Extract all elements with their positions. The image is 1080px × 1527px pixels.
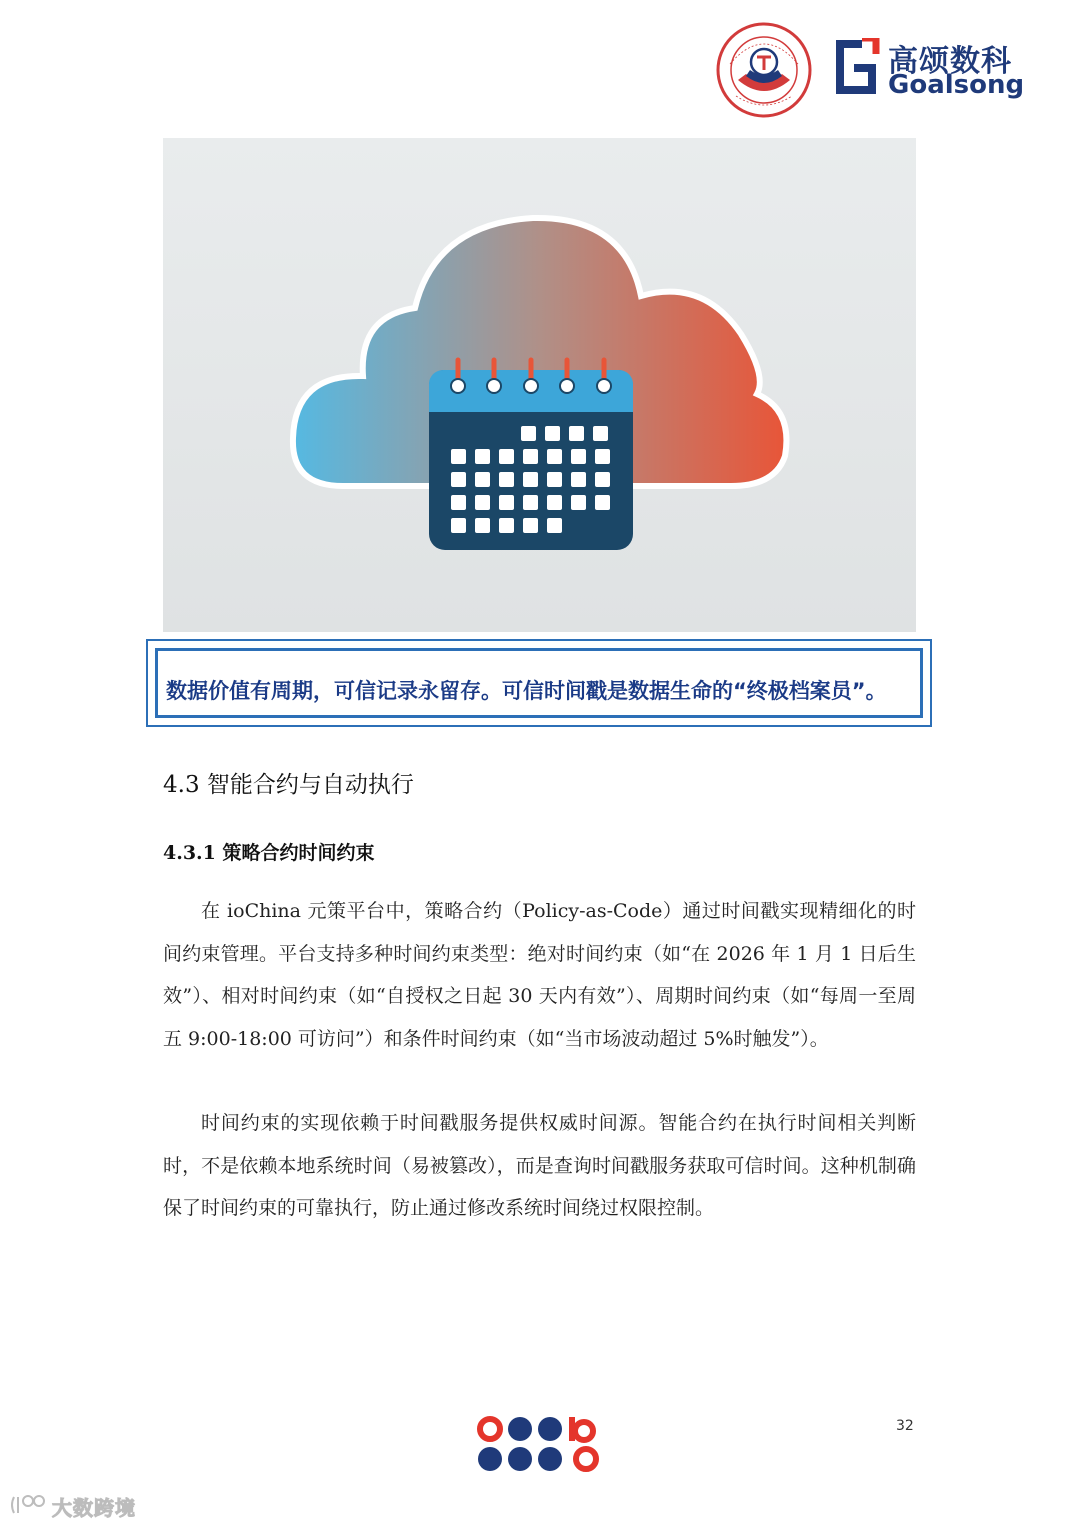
timestamp-seal-icon [716, 22, 812, 118]
watermark-logo-icon [8, 1493, 46, 1517]
body-paragraph-1: 在 ioChina 元策平台中，策略合约（Policy-as-Code）通过时间戳实现精细化的时间约束管理。平台支持多种时间约束类型：绝对时间约束（如“在 2026 年 1 月 1 日后生效”）、相对时间约束（如“自授权之日起 30 天内有效”）、周期时间约束（如“每周一至周五 9:00-18:00 可访问”）和条件时间约束（如“当市场波动超过 5%时触发”）。 [163, 900, 916, 1050]
cloud-calendar-illustration [163, 138, 916, 632]
body-paragraph-2: 时间约束的实现依赖于时间戳服务提供权威时间源。智能合约在执行时间相关判断时，不是依赖本地系统时间（易被篡改），而是查询时间戳服务获取可信时间。这种机制确保了时间约束的可靠执行，防止通过修改系统时间绕过权限控制。 [163, 1112, 916, 1219]
quote-callout [146, 639, 932, 727]
brand-name-cn: 高颂数科 [888, 44, 1012, 79]
section-heading: 4.3 智能合约与自动执行 [163, 772, 414, 798]
goalsong-logo-icon [832, 38, 880, 98]
header-logos [716, 22, 1026, 118]
subsection-heading: 4.3.1 策略合约时间约束 [163, 842, 375, 864]
quote-callout-frame [155, 648, 923, 718]
page-number: 32 [896, 1418, 914, 1434]
quote-text: 数据价值有周期，可信记录永留存。可信时间戳是数据生命的“终极档案员”。 [166, 679, 887, 703]
brand-name-en: Goalsong [888, 70, 1025, 100]
watermark [8, 1492, 148, 1518]
watermark-text: 大数跨境 [52, 1496, 136, 1520]
brand-logo [832, 36, 1026, 106]
calendar-icon [429, 360, 633, 550]
footer-logo-icon [476, 1413, 604, 1475]
